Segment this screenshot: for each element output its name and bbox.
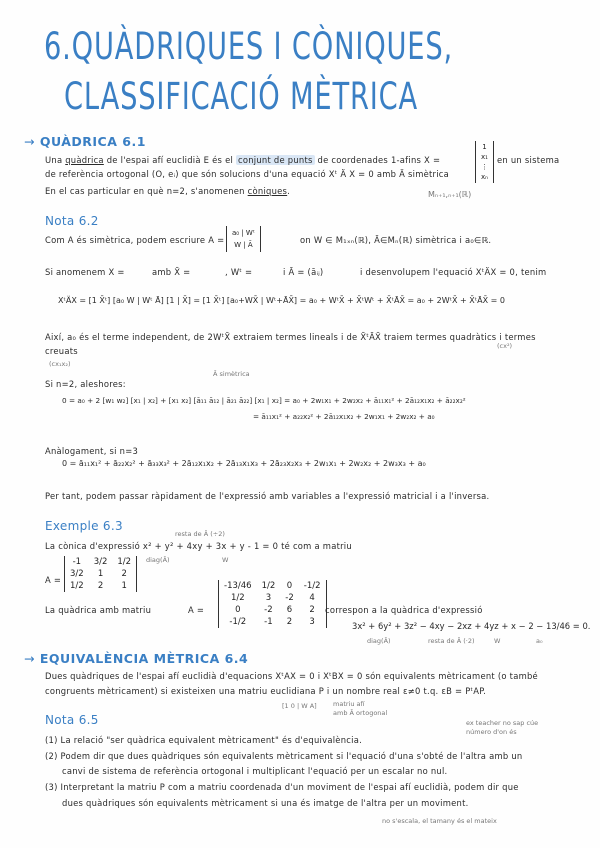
page-title-line1: 6.QUÀDRIQUES I CÒNIQUES, (44, 25, 454, 68)
definition-line: de referència ortogonal (O, eᵢ) que són solucions d'una equació Xᵗ Ä X = 0 amb Ä simètrica (45, 169, 450, 179)
list-item: canvi de sistema de referència ortogonal i multiplicant l'equació per un escalar no nul. (62, 766, 448, 776)
text-line: creuats (45, 346, 78, 356)
matrix-a2: -13/46 1/2 0 -1/2 1/2 3 -2 4 0 -2 6 2 -1/2 -1 2 3 (218, 580, 327, 628)
text-line: Com A és simètrica, podem escriure A = (45, 235, 225, 245)
annotation: Mₙ₊₁,ₙ₊₁(ℝ) (428, 190, 472, 199)
definition-line: Dues quàdriques de l'espai afí euclidià d'equacions XᵗAX = 0 i XᵗBX = 0 són equivalents mètricament (o també (45, 671, 538, 681)
text-line: La quàdrica amb matriu (45, 605, 152, 615)
annotation: resta de Ā (·2) (428, 637, 475, 645)
annotation: (cx²) (497, 342, 513, 350)
quadric-equation: 0 = ā₁₁x₁² + ā₂₂x₂² + ā₃₃x₃² + 2ā₁₂x₁x₂ + 2ā₁₃x₁x₃ + 2ā₂₃x₂x₃ + 2w₁x₁ + 2w₂x₂ + 2w₃x₃ + a₀ (62, 459, 426, 468)
text-line: Si n=2, aleshores: (45, 379, 126, 389)
annotation: resta de Ā (÷2) (175, 530, 225, 538)
annotation: matriu afí (333, 700, 365, 708)
text-line: i Ā = (āᵢⱼ) (283, 267, 324, 277)
column-vector-x: 1 x₁ ⋮ xₙ (475, 141, 494, 183)
example-label: Exemple 6.3 (45, 519, 123, 533)
expansion-equation: XᵗÄX = [1 X̄ᵗ] [a₀ W | Wᵗ Ā] [1 | X̄] = [1 X̄ᵗ] [a₀+WX̄ | Wᵗ+ĀX̄] = a₀ + WᵗX̄ + X̄ᵗWᵗ + X̄ᵗĀX̄ = a₀ + 2WᵗX̄ + X̄ᵗĀX̄ = 0 (58, 296, 505, 305)
text-line: correspon a la quàdrica d'expressió (325, 605, 483, 615)
list-item: dues quàdriques són equivalents mètricament si una és imatge de l'altra per un moviment. (62, 798, 469, 808)
text-line: amb X̄ = (152, 267, 191, 277)
text-line: Per tant, podem passar ràpidament de l'expressió amb variables a l'expressió matricial i a l'inversa. (45, 491, 490, 501)
conic-equation: 0 = a₀ + 2 [w₁ w₂] [x₁ | x₂] + [x₁ x₂] [ā₁₁ ā₁₂ | ā₂₁ ā₂₂] [x₁ | x₂] = a₀ + 2w₁x₁ + 2w₂x₂ + ā₁₁x₁² + 2ā₁₂x₁x₂ + ā₂₂x₂² (62, 396, 466, 405)
annotation: W (494, 637, 501, 645)
footnote: no s'escala, el tamany és el mateix (382, 817, 497, 825)
list-item: (1) La relació "ser quàdrica equivalent mètricament" és d'equivalència. (45, 735, 362, 745)
arrow-icon: → (24, 134, 35, 149)
section-label: QUÀDRICA 6.1 (39, 134, 146, 149)
conic-equation-reordered: = ā₁₁x₁² + a₂₂x₂² + 2ā₁₂x₁x₂ + 2w₁x₁ + 2w₂x₂ + a₀ (253, 412, 435, 421)
annotation: W (222, 556, 229, 564)
annotation: diag(Ā) (367, 637, 391, 645)
text-line: on W ∈ M₁ₓₙ(ℝ), Ā∈Mₙ(ℝ) simètrica i a₀∈ℝ. (300, 235, 492, 245)
list-item: (3) Interpretant la matriu P com a matriu coordenada d'un moviment de l'espai afí euclidià, podem dir que (45, 782, 519, 792)
annotation: [1 0 | W A] (282, 702, 317, 710)
page-title-line2: CLASSIFICACIÓ MÈTRICA (64, 75, 418, 118)
quadric-expression: 3x² + 6y² + 3z² − 4xy − 2xz + 4yz + x − 2 − 13/46 = 0. (352, 621, 591, 631)
matrix-label: A = (188, 605, 205, 615)
arrow-icon: → (24, 651, 35, 666)
side-annotation: ex teacher no sap cúe número d'on és (466, 719, 539, 736)
annotation: Ā simètrica (213, 370, 250, 378)
block-matrix: a₀ | Wᵗ W | Ā (226, 226, 261, 252)
nota-label: Nota 6.2 (45, 214, 99, 228)
section-quadrica (24, 134, 146, 149)
annotation: a₀ (536, 637, 543, 645)
definition-line: Una quàdrica de l'espai afí euclidià E és el conjunt de punts de coordenades 1-afins X = (45, 155, 441, 165)
section-label: EQUIVALÈNCIA MÈTRICA 6.4 (39, 651, 249, 666)
text-line: La cònica d'expressió x² + y² + 4xy + 3x + y - 1 = 0 té com a matriu (45, 541, 352, 551)
annotation: amb Ā ortogonal (333, 709, 388, 717)
text-line: , Wᵗ = (225, 267, 253, 277)
matrix-a: -1 3/2 1/2 3/2 1 2 1/2 2 1 (64, 556, 137, 592)
text-line: Així, a₀ és el terme independent, de 2WᵗX̄ extraiem termes lineals i de X̄ᵗĀX̄ traiem termes quadràtics i termes (45, 332, 536, 342)
definition-line-end: en un sistema (497, 155, 560, 165)
matrix-label: A = (45, 575, 62, 585)
annotation: (cx₁x₂) (49, 360, 71, 368)
definition-line: congruents mètricament) si existeixen una matriu euclidiana P i un nombre real ε≠0 t.q. εB = PᵗAP. (45, 686, 487, 696)
definition-line: En el cas particular en què n=2, s'anomenen còniques. (45, 186, 291, 196)
annotation: diag(Ā) (146, 556, 170, 564)
list-item: (2) Podem dir que dues quàdriques són equivalents mètricament si l'equació d'una s'obté de l'altra amb un (45, 751, 523, 761)
text-line: Si anomenem X = (45, 267, 125, 277)
nota-label: Nota 6.5 (45, 713, 99, 727)
text-line: Anàlogament, si n=3 (45, 446, 139, 456)
section-equivalencia (24, 651, 248, 666)
text-line: i desenvolupem l'equació XᵗÄX = 0, tenim (360, 267, 547, 277)
